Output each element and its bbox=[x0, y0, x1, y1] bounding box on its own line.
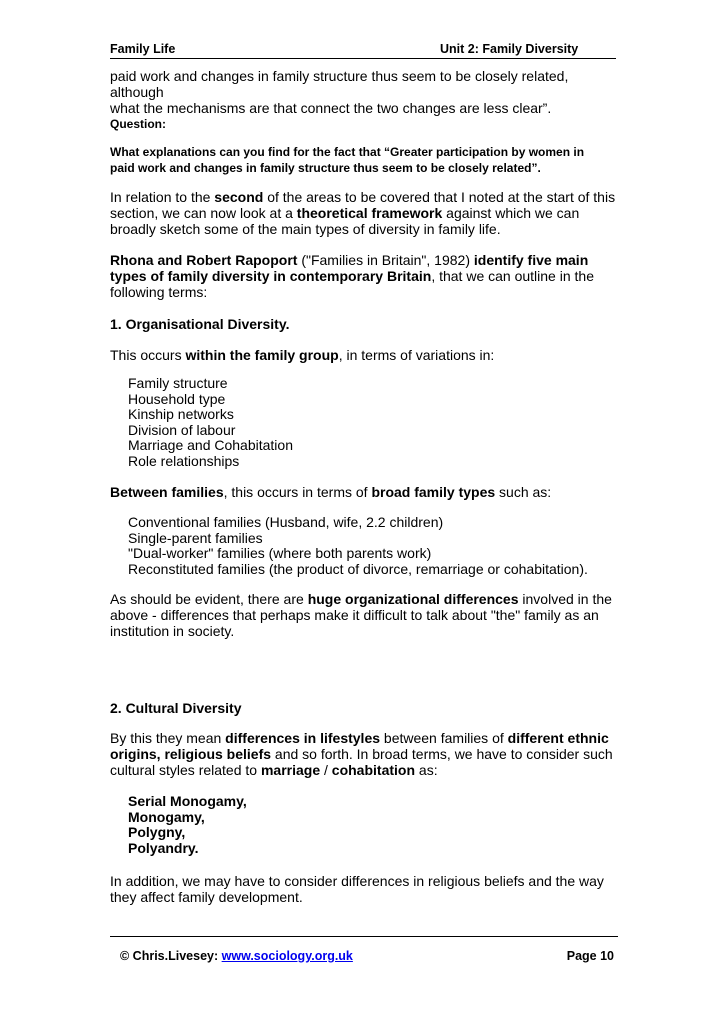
bold-run: differences in lifestyles bbox=[225, 730, 381, 746]
text-run: between families of bbox=[380, 730, 508, 746]
bold-run: different ethnic origins, religious beliefs bbox=[110, 730, 609, 762]
paragraph-cultural-diversity bbox=[110, 730, 620, 778]
header-left-title: Family Life bbox=[110, 42, 176, 56]
question-label: Question: bbox=[110, 117, 166, 131]
list-item: Marriage and Cohabitation bbox=[128, 437, 293, 454]
list-item: Role relationships bbox=[128, 452, 240, 469]
marriage-styles-list bbox=[128, 794, 247, 856]
list-item: Reconstituted families (the product of divorce, remarriage or cohabitation). bbox=[128, 560, 588, 577]
list-item: Serial Monogamy, bbox=[128, 793, 247, 809]
list-item: Division of labour bbox=[128, 421, 236, 438]
page-number: Page 10 bbox=[566, 949, 614, 963]
text-run: , that we can outline in the following terms: bbox=[110, 268, 594, 300]
copyright-text: © Chris.Livesey: bbox=[120, 949, 222, 963]
paragraph-organizational-differences bbox=[110, 591, 620, 639]
section-1-heading: 1. Organisational Diversity. bbox=[110, 316, 290, 332]
section-2-heading: 2. Cultural Diversity bbox=[110, 700, 242, 716]
question-text bbox=[110, 145, 620, 176]
text-run: , in terms of variations in: bbox=[338, 347, 495, 363]
bold-run: identify five main types of family diversity in contemporary Britain bbox=[110, 252, 589, 284]
list-item: Polyandry. bbox=[128, 839, 199, 856]
text-run: / bbox=[320, 762, 332, 778]
text-run: as: bbox=[415, 762, 438, 778]
header-right-title: Unit 2: Family Diversity bbox=[440, 42, 579, 56]
text-run: In relation to the bbox=[110, 189, 215, 205]
text-run: and so forth. In broad terms, we have to consider such cultural styles related to bbox=[110, 746, 613, 778]
paragraph-religious-beliefs: In addition, we may have to consider differences in religious beliefs and the way they affect family development. bbox=[110, 873, 604, 905]
text-run: By this they mean bbox=[110, 730, 226, 746]
list-item: Single-parent families bbox=[128, 529, 263, 546]
intro-line-1: paid work and changes in family structure thus seem to be closely related, although bbox=[110, 68, 569, 100]
paragraph-within-family bbox=[110, 347, 620, 363]
list-item: Kinship networks bbox=[128, 406, 234, 423]
list-item: Monogamy, bbox=[128, 808, 205, 825]
list-item: Household type bbox=[128, 390, 226, 407]
website-link[interactable]: www.sociology.org.uk bbox=[221, 949, 353, 963]
text-run: , this occurs in terms of bbox=[223, 484, 372, 500]
bold-run: broad family types bbox=[371, 484, 496, 500]
text-run: involved in the above - differences that perhaps make it difficult to talk about "the" family as an institution in society. bbox=[110, 591, 612, 639]
list-item: Conventional families (Husband, wife, 2.2 children) bbox=[128, 514, 444, 530]
text-run: such as: bbox=[495, 484, 552, 500]
question-line-2: paid work and changes in family structure thus seem to be closely related”. bbox=[110, 160, 541, 175]
intro-line-2: what the mechanisms are that connect the two changes are less clear”. bbox=[110, 100, 552, 116]
bold-run: huge organizational differences bbox=[307, 591, 519, 607]
bold-run: within the family group bbox=[185, 347, 339, 363]
list-item: Polygny, bbox=[128, 824, 186, 841]
paragraph-theoretical-framework bbox=[110, 189, 620, 237]
intro-paragraph bbox=[110, 68, 620, 116]
bold-run: Rhona and Robert Rapoport bbox=[110, 252, 298, 268]
text-run: ("Families in Britain", 1982) bbox=[297, 252, 474, 268]
text-run: against which we can broadly sketch some of the main types of diversity in family life. bbox=[110, 205, 580, 237]
list-item: Family structure bbox=[128, 375, 228, 391]
page-header bbox=[110, 40, 616, 59]
bold-run: second bbox=[214, 189, 264, 205]
text-run: of the areas to be covered that I noted at the start of this section, we can now look at a bbox=[110, 189, 616, 221]
organisational-variations-list bbox=[128, 376, 293, 470]
bold-run: theoretical framework bbox=[296, 205, 443, 221]
bold-run: Between families bbox=[110, 484, 224, 500]
page-footer bbox=[110, 936, 618, 971]
list-item: "Dual-worker" families (where both parents work) bbox=[128, 545, 432, 562]
family-types-list bbox=[128, 515, 588, 577]
question-line-1: What explanations can you find for the fact that “Greater participation by women in bbox=[110, 145, 585, 159]
paragraph-between-families bbox=[110, 484, 620, 500]
bold-run: cohabitation bbox=[331, 762, 416, 778]
bold-run: marriage bbox=[260, 762, 321, 778]
paragraph-rapoport bbox=[110, 252, 620, 300]
text-run: This occurs bbox=[110, 347, 186, 363]
footer-credit bbox=[120, 949, 353, 963]
text-run: As should be evident, there are bbox=[110, 591, 308, 607]
